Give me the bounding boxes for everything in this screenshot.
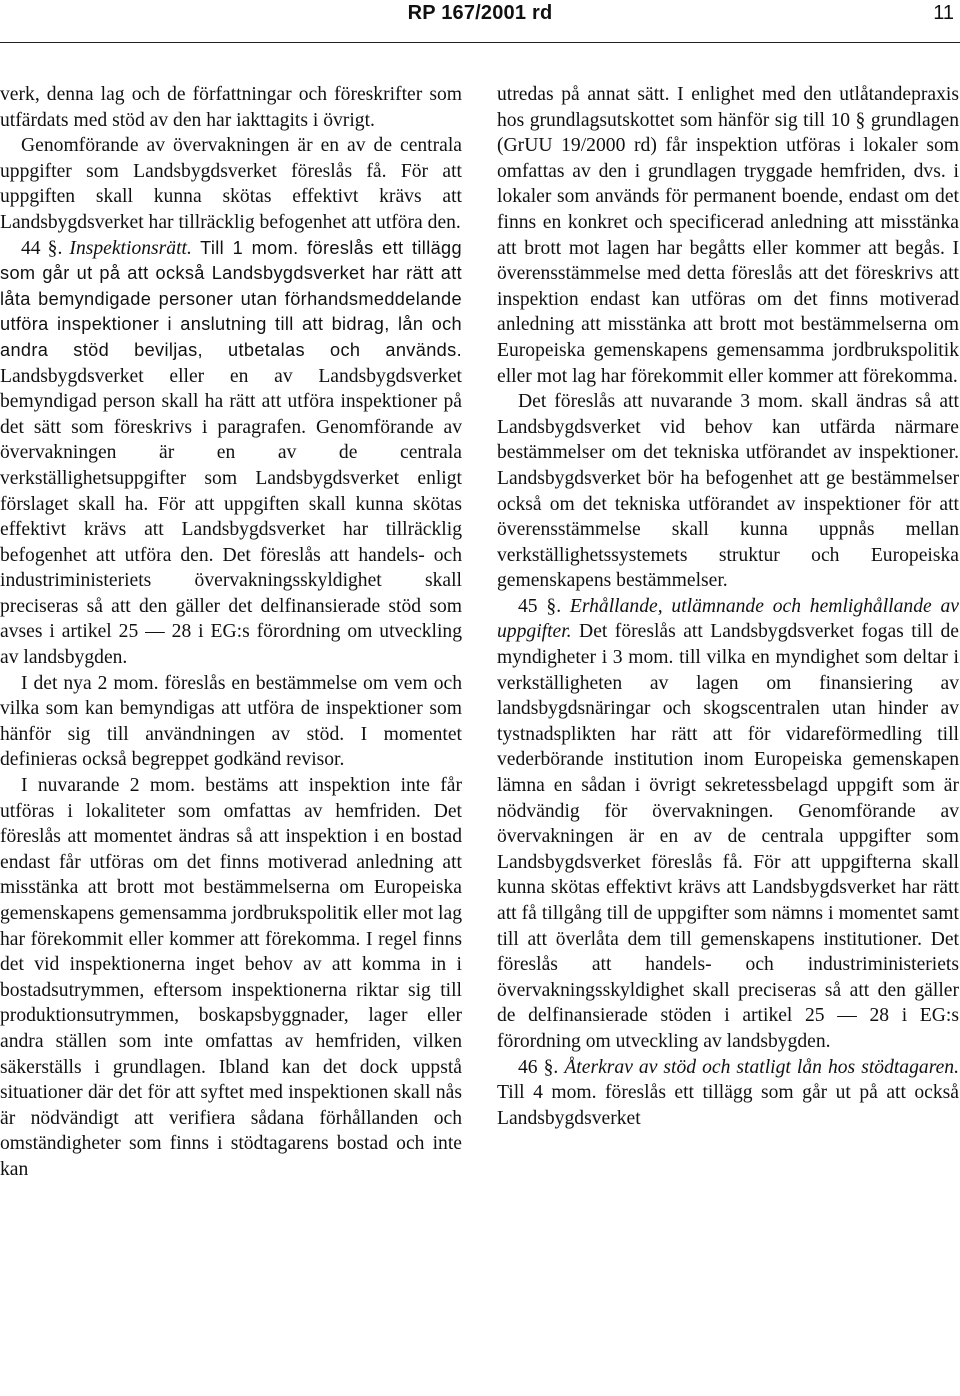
section-45-paragraph xyxy=(497,594,959,1055)
section-sign: §. xyxy=(537,1056,565,1078)
section-title: Återkrav av stöd och statligt lån hos stödtagaren. xyxy=(564,1056,959,1078)
section-sign: §. xyxy=(537,595,570,617)
paragraph: Genomförande av övervakningen är en av de centrala uppgifter som Landsbygdsverket föreslås få. För att uppgiften skall kunna skötas effektivt krävs att Landsbygdsverket har tillräcklig befogenhet att utföra den. xyxy=(0,135,462,233)
paragraph-sans-text: Till 1 mom. föreslås ett tillägg som går ut på att också Landsbygdsverket har rätt att låta bemyndigade personer utan förhandsmeddelande utföra inspektioner i anslutning till att bidrag, lån och andra stöd beviljas, utbetalas och används. xyxy=(0,237,462,360)
section-44-paragraph xyxy=(0,236,462,671)
right-column xyxy=(497,82,959,1131)
section-46-paragraph xyxy=(497,1055,959,1132)
paragraph: utredas på annat sätt. I enlighet med den utlåtandepraxis hos grundlagsutskottet som hänför sig till 10 § grundlagen (GrUU 19/2000 rd) får inspektion utföras i lokaler som omfattas av den i grundlagen tryggade hemfriden, dvs. i lokaler som används för permanent boende, endast om det finns en konkret och specificerad anledning att misstänka att brott mot lagen har begåtts eller kommer att begås. I överensstämmelse med detta föreslås att det föreskrivs att inspektion endast kan utföras om det finns motiverad anledning att misstänka att brott mot bestämmelserna om Europeiska gemenskapens gemensamma jordbrukspolitik eller mot lag har förekommit eller kommer att förekomma. xyxy=(497,84,959,387)
document-id: RP 167/2001 rd xyxy=(407,2,553,24)
paragraph: I det nya 2 mom. föreslås en bestämmelse om vem och vilka som kan bemyndigas att utföra de inspektioner som hänför sig till användningen av stöd. I momentet definieras också begreppet godkänd revisor. xyxy=(0,672,462,771)
paragraph-text: Landsbygdsverket eller en av Landsbygdsverket bemyndigad person skall ha rätt att utföra inspektioner på det sätt som föreskrivs i paragrafen. Genomförande av övervakningen är en av de centrala verkställighetsuppgifter som Landsbygdsverket enligt förslaget skall ha. För att uppgiften skall kunna skötas effektivt krävs att Landsbygdsverket har tillräcklig befogenhet att utföra den. Det föreslås att handels- och industriministeriets övervakningsskyldighet skall preciseras så att den gäller det delfinansierade stöd som avses i artikel 25 — 28 i EG:s förordning om utveckling av landsbygden. xyxy=(0,365,462,669)
section-sign: §. xyxy=(40,237,70,259)
page-header xyxy=(0,0,960,43)
section-number: 46 xyxy=(518,1056,538,1078)
page-number: 11 xyxy=(933,2,954,24)
paragraph-text: Det föreslås att Landsbygdsverket fogas till de myndigheter i 3 mom. till vilka en myndighet som deltar i verkställigheten av lagen om finansiering av landsbygdsnäringar och skogscentralen utan hinder av tystnadsplikten har rätt att för vidareförmedling till vederbörande institution inom Europeiska gemenskapen lämna en sådan i övrigt sekretessbelagd uppgift som är nödvändig för övervakningen. Genomförande av övervakningen är en av de centrala uppgifter som Landsbygdsverket föreslås få. För att uppgifterna skall kunna skötas effektivt krävs att Landsbygdsverket har rätt att få tillgång till de uppgifter som nämns i momentet samt till att överlåta dem till gemenskapens institutioner. Det föreslås att handels- och industriministeriets övervakningsskyldighet skall preciseras så att den gäller de delfinansierade stöden i artikel 25 — 28 i EG:s förordning om utveckling av landsbygden. xyxy=(497,621,959,1052)
paragraph: Det föreslås att nuvarande 3 mom. skall ändras så att Landsbygdsverket vid behov kan utfärda närmare bestämmelser om det tekniska utförandet av inspektioner. Landsbygdsverket bör ha befogenhet att ge bestämmelser också om det tekniska utförandet av inspektioner för att överensstämmelse skall kunna uppnås mellan verkställighetssystemets struktur och Europeiska gemenskapens bestämmelser. xyxy=(497,391,959,592)
paragraph-text: Till 4 mom. föreslås ett tillägg som går ut på att också Landsbygdsverket xyxy=(497,1082,959,1129)
paragraph: I nuvarande 2 mom. bestäms att inspektion inte får utföras i lokaliteter som omfattas av hemfriden. Det föreslås att momentet ändras så att inspektion i en bostad endast får utföras om det finns motiverad anledning att misstänka att brott mot bestämmelserna om Europeiska gemenskapens gemensamma jordbrukspolitik eller mot lag har förekommit eller kommer att förekomma. I regel finns det vid inspektionerna inget behov av att komma in i bostadsutrymmen, eftersom inspektionerna riktar sig till produktionsutrymmen, boskapsbyggnader, lager eller andra ställen som inte omfattas av hemfriden, vilken säkerställs i grundlagen. Ibland kan det dock uppstå situationer där det för att syftet med inspektionen skall nås är nödvändigt att verifiera sådana förhållanden och omständigheter som finns i stödtagarens bostad och inte kan xyxy=(0,775,462,1180)
left-column xyxy=(0,82,462,1183)
section-number: 45 xyxy=(518,595,538,617)
section-title: Inspektionsrätt. xyxy=(69,237,192,259)
section-number: 44 xyxy=(21,237,41,259)
section-title: Erhållande, utlämnande och hemlighållande av uppgifter. xyxy=(497,595,959,643)
paragraph: verk, denna lag och de författningar och föreskrifter som utfärdats med stöd av den har iakttagits i övrigt. xyxy=(0,84,462,131)
